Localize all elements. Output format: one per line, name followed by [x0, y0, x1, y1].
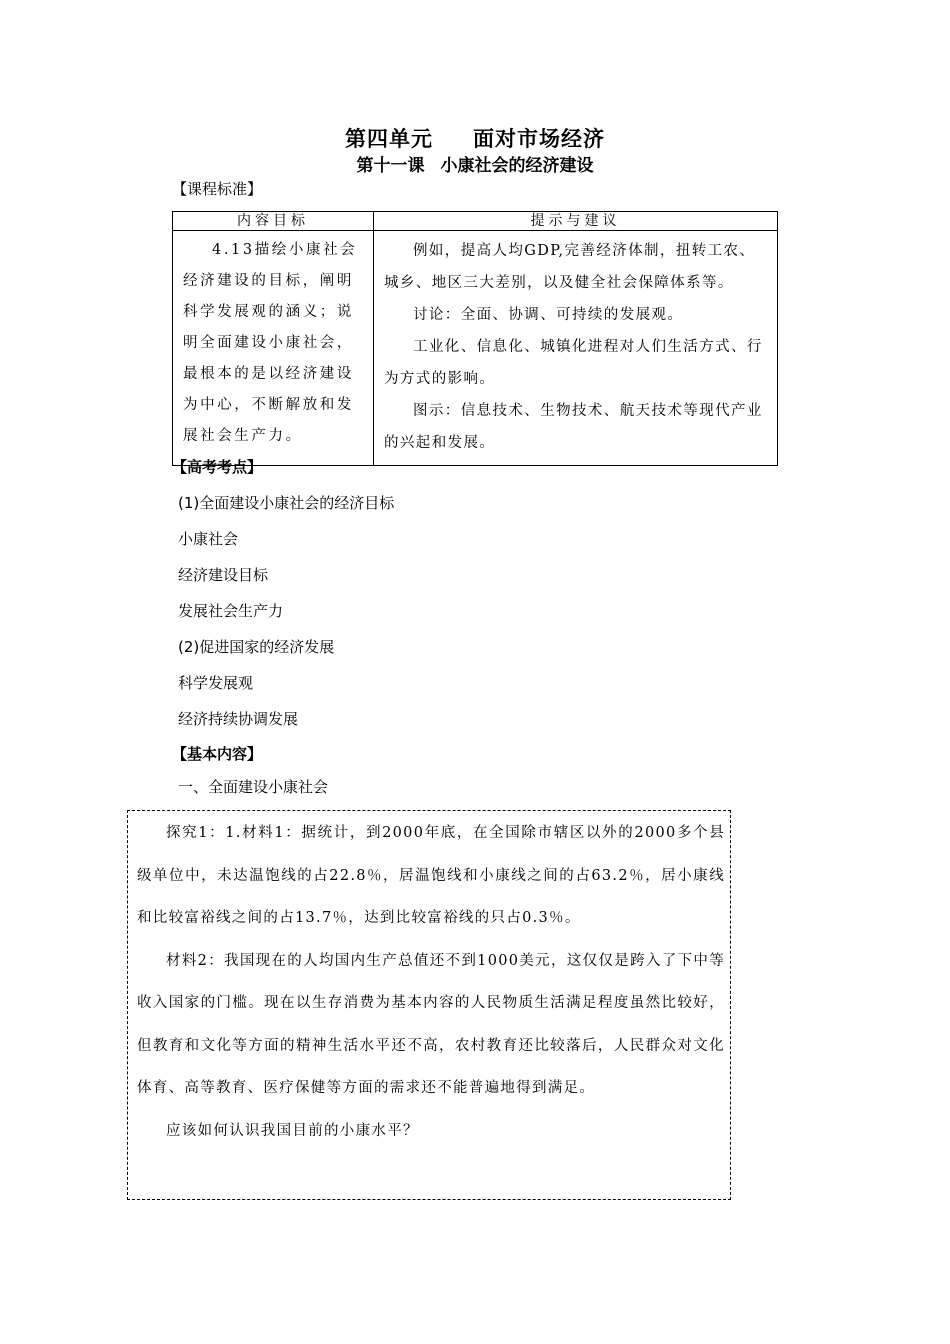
unit-name: 面对市场经济: [473, 127, 605, 151]
exam-item-2: 小康社会: [178, 530, 239, 548]
tip-4: 图示：信息技术、生物技术、航天技术等现代产业的兴起和发展。: [384, 403, 763, 451]
tips-cell: [374, 231, 778, 466]
basic-heading: 【基本内容】: [172, 745, 263, 763]
exam-item-6: 科学发展观: [178, 674, 254, 692]
exam-item-7: 经济持续协调发展: [178, 710, 299, 728]
inquiry-paragraph-1: 探究1：1.材料1：据统计，到2000年底，在全国除市辖区以外的2000多个县级单位中，未达温饱线的占22.8％，居温饱线和小康线之间的占63.2％，居小康线和比较富裕线之间的占13.7％，达到比较富裕线的只占0.3％。: [137, 825, 725, 926]
col-tips-header: 提示与建议: [374, 212, 778, 231]
unit-title: [0, 123, 950, 153]
exam-item-1: (1)全面建设小康社会的经济目标: [178, 494, 395, 512]
content-cell: [173, 231, 374, 466]
curriculum-heading: 【课程标准】: [172, 180, 263, 198]
tip-2: 讨论：全面、协调、可持续的发展观。: [413, 307, 684, 323]
exam-item-5: (2)促进国家的经济发展: [178, 638, 335, 656]
tip-1: 例如，提高人均GDP,完善经济体制，扭转工农、城乡、地区三大差别，以及健全社会保障体系等。: [384, 243, 756, 291]
inquiry-question: 应该如何认识我国目前的小康水平？: [166, 1122, 419, 1139]
col-content-header: 内容目标: [173, 212, 374, 231]
exam-heading: 【高考考点】: [172, 458, 263, 476]
tip-3: 工业化、信息化、城镇化进程对人们生活方式、行为方式的影响。: [384, 339, 763, 387]
exam-item-4: 发展社会生产力: [178, 602, 284, 620]
exam-item-3: 经济建设目标: [178, 566, 269, 584]
inquiry-text: [137, 812, 725, 1152]
section-1-title: 一、全面建设小康社会: [178, 778, 329, 796]
curriculum-table: [172, 211, 778, 466]
content-text: 4.13描绘小康社会经济建设的目标，阐明科学发展观的涵义；说明全面建设小康社会，最根本的是以经济建设为中心，不断解放和发展社会生产力。: [183, 242, 358, 444]
lesson-number: 第十一课: [356, 156, 425, 176]
inquiry-paragraph-2: 材料2：我国现在的人均国内生产总值还不到1000美元，这仅仅是跨入了下中等收入国家的门槛。现在以生存消费为基本内容的人民物质生活满足程度虽然比较好，但教育和文化等方面的精神生活水平还不高，农村教育还比较落后，人民群众对文化体育、高等教育、医疗保健等方面的需求还不能普遍地得到满足。: [137, 952, 725, 1096]
unit-number: 第四单元: [345, 127, 433, 151]
lesson-title: [0, 151, 950, 176]
lesson-name: 小康社会的经济建设: [440, 156, 594, 176]
